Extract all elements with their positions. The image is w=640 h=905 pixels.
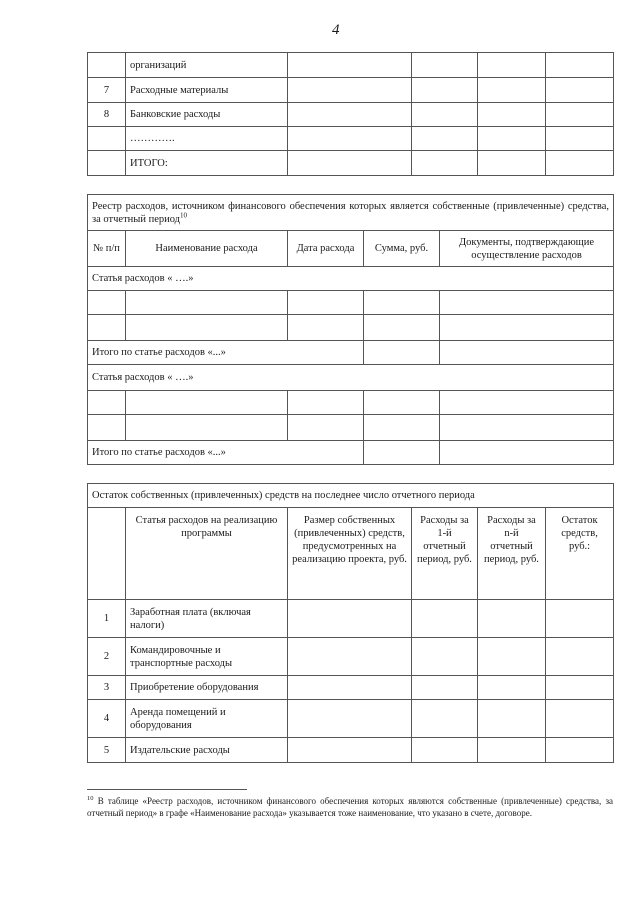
header-nth-period: Расходы за n-й отчетный период, руб. <box>478 508 546 600</box>
footnote-ref: 10 <box>180 211 188 219</box>
total-label: ИТОГО: <box>126 151 288 176</box>
article-row <box>88 365 614 391</box>
article-total-label: Итого по статье расходов «...» <box>88 341 364 365</box>
table-row <box>88 291 614 315</box>
table-row <box>88 638 614 676</box>
footnote-text: В таблице «Реестр расходов, источником финансового обеспечения которых являются собственные (привлеченные) средства, за отчетный период» в графе «Наименование расхода» указывается тоже наименование, что указано в счете, договоре. <box>87 796 614 818</box>
article-label: Статья расходов « ….» <box>88 365 614 391</box>
row-number: 8 <box>88 103 126 127</box>
article-label: Статья расходов « ….» <box>88 267 614 291</box>
table-title-row <box>88 195 614 231</box>
table-row <box>88 127 614 151</box>
header-date: Дата расхода <box>288 231 364 267</box>
row-number: 7 <box>88 78 126 103</box>
table-row <box>88 700 614 738</box>
table-row <box>88 78 614 103</box>
footnote-divider <box>87 789 247 790</box>
header-balance: Остаток средств, руб.: <box>546 508 614 600</box>
table-row <box>88 53 614 78</box>
header-own-funds: Размер собственных (привлеченных) средств, предусмотренных на реализацию проекта, руб. <box>288 508 412 600</box>
table-row <box>88 103 614 127</box>
header-first-period: Расходы за 1-й отчетный период, руб. <box>412 508 478 600</box>
row-name: Командировочные и транспортные расходы <box>126 638 288 676</box>
row-number <box>88 53 126 78</box>
row-name: организаций <box>126 53 288 78</box>
table-title-row <box>88 484 614 508</box>
table-row <box>88 151 614 176</box>
article-total-label: Итого по статье расходов «...» <box>88 441 364 465</box>
header-article: Статья расходов на реализацию программы <box>126 508 288 600</box>
registry-title: Реестр расходов, источником финансового обеспечения которых является собственные (привлеченные) средства, за отчетный период$^{10}$ <box>88 195 614 231</box>
total-row <box>88 441 614 465</box>
row-name: …………. <box>126 127 288 151</box>
table-row <box>88 600 614 638</box>
row-number: 4 <box>88 700 126 738</box>
page-number: 4 <box>332 22 340 38</box>
row-number: 3 <box>88 676 126 700</box>
row-number: 1 <box>88 600 126 638</box>
header-number: № п/п <box>88 231 126 267</box>
table-row <box>88 676 614 700</box>
row-number: 5 <box>88 738 126 763</box>
table-row <box>88 738 614 763</box>
total-row <box>88 341 614 365</box>
row-number <box>88 127 126 151</box>
row-name: Аренда помещений и оборудования <box>126 700 288 738</box>
footnote <box>87 795 613 819</box>
row-name: Издательские расходы <box>126 738 288 763</box>
row-name: Приобретение оборудования <box>126 676 288 700</box>
row-name: Заработная плата (включая налоги) <box>126 600 288 638</box>
row-number: 2 <box>88 638 126 676</box>
table-header-row <box>88 231 614 267</box>
row-name: Расходные материалы <box>126 78 288 103</box>
footnote-marker: 10 <box>87 795 94 802</box>
table-row <box>88 415 614 441</box>
table-row <box>88 391 614 415</box>
balance-title: Остаток собственных (привлеченных) средств на последнее число отчетного периода <box>88 484 614 508</box>
registry-table <box>87 194 614 465</box>
expense-table-continuation <box>87 52 614 176</box>
article-row <box>88 267 614 291</box>
row-number <box>88 151 126 176</box>
header-documents: Документы, подтверждающие осуществление расходов <box>440 231 614 267</box>
table-header-row <box>88 508 614 600</box>
row-name: Банковские расходы <box>126 103 288 127</box>
header-expense-name: Наименование расхода <box>126 231 288 267</box>
header-sum: Сумма, руб. <box>364 231 440 267</box>
table-row <box>88 315 614 341</box>
balance-table <box>87 483 614 763</box>
